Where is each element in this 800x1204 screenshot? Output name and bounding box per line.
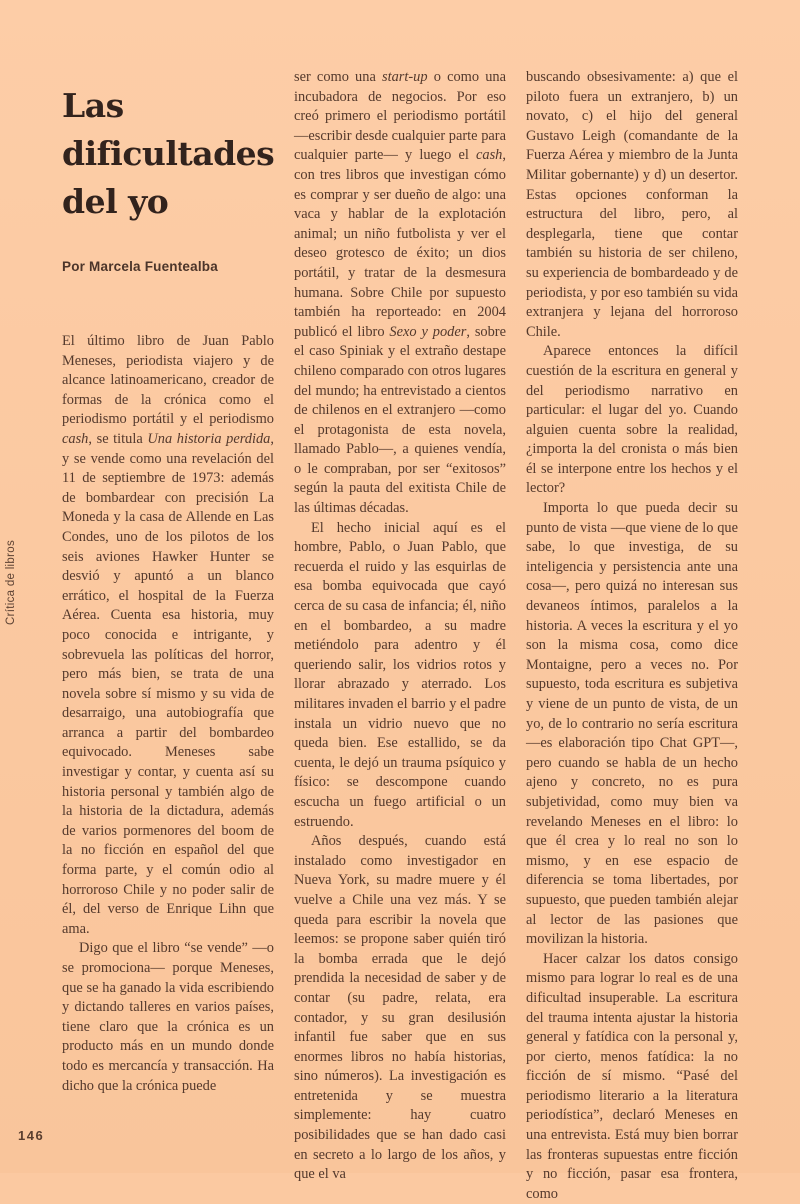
paragraph: Digo que el libro “se vende” —o se promociona— porque Meneses, que se ha ganado la vida escribiendo y dictando talleres en varios países, tiene claro que la crónica es un producto más en un mundo donde todo es mercancía y transacción. Ha dicho que la crónica puede — [62, 940, 274, 1094]
column-1 — [62, 0, 274, 1204]
column-2 — [294, 0, 506, 1204]
column-3 — [526, 0, 738, 1204]
page-number: 146 — [18, 1128, 45, 1143]
paragraph: El hecho inicial aquí es el hombre, Pablo, o Juan Pablo, que recuerda el ruido y las esquirlas de esa bomba equivocada que cayó cerca de su casa de infancia; él, niño en el bombardeo, a su madre metiéndolo para adentro y él queriendo salir, los vidrios rotos y llorar abrazado y aterrado. Los militares invaden el barrio y el padre instala un vidrio nuevo que no queda bien. Ese estallido, se da cuenta, le dejó un trauma psíquico y físico: se descompone cuando escucha un fuego artificial o un estruendo. — [294, 519, 506, 830]
paragraph: Aparece entonces la difícil cuestión de la escritura en general y del periodismo narrativo en particular: el lugar del yo. Cuando alguien cuenta sobre la realidad, ¿importa la del cronista o más bien él se interpone entre los hechos y el lector? — [526, 343, 738, 497]
paragraph: Importa lo que pueda decir su punto de vista —que viene de lo que sabe, lo que investiga, de su inteligencia y persistencia ante una cosa—, pero quizá no interesan sus devaneos íntimos, paralelos a la historia. A veces la escritura y el yo son la misma cosa, como dice Montaigne, pero a veces no. Por supuesto, toda escritura es subjetiva y viene de un punto de vista, de un yo, de lo contrario no sería escritura —es elaboración tipo Chat GPT—, pero cuando se habla de un hecho ajeno y concreto, no es pura subjetividad, como muy bien va revelando Meneses en el libro: lo que él crea y lo real no son lo mismo, y en ese espacio de diferencia se toma libertades, por supuesto, que pueden también alejar al lector de las pasiones que movilizan la historia. — [526, 500, 738, 948]
section-label-vertical: Crítica de libros — [5, 540, 17, 625]
paragraph: Años después, cuando está instalado como investigador en Nueva York, su madre muere y él vuelve a Chile una vez más. Y se queda para escribir la novela que leemos: se propone saber quién tiró la bomba errada que le dejó prendida la necesidad de saber y de contar (su padre, relata, era contador, y su gran desilusión infantil fue saber que en sus enormes libros no había historias, sino números). La investigación es entretenida y se muestra simplemente: hay cuatro posibilidades que se han dado casi en secreto a lo largo de los años, y que el va — [294, 833, 506, 1183]
paragraph: El último libro de Juan Pablo Meneses, periodista viajero y de alcance latinoamericano, creador de formas de la crónica como el periodismo portátil y el periodismo cash, se titula Una historia perdida, y se vende como una revelación del 11 de septiembre de 1973: además de bombardear con precisión La Moneda y la casa de Allende en Las Condes, uno de los pilotos de los seis aviones Hawker Hunter se desvió y apuntó a un blanco errático, el hospital de la Fuerza Aérea. Cuenta esa historia, muy poco conocida e intrigante, y sobrevuela las políticas del horror, pero más bien, se trata de una novela sobre sí mismo y su vida de desarraigo, una autobiografía que arranca a partir del bombardeo equivocado. Meneses sabe investigar y contar, y cuenta así su historia personal y también algo de la historia de la dictadura, además de varios pormenores del boom de la no ficción en español del que forma parte, y el común odio al horroroso Chile y no poder salir de él, del verso de Enrique Lihn que ama. — [62, 333, 274, 937]
column-3-text — [526, 68, 738, 1204]
paragraph: buscando obsesivamente: a) que el piloto fuera un extranjero, b) un novato, c) el hijo del general Gustavo Leigh (comandante de la Fuerza Aérea y miembro de la Junta Militar gobernante) y d) un desertor. Estas opciones conforman la estructura del libro, pero, al desplegarla, tiene que contar también su historia de ser chileno, su experiencia de bombardeado y de periodista, y por eso también su vida extranjera y lejana del horroroso Chile. — [526, 69, 738, 340]
column-1-text — [62, 332, 274, 1096]
article-columns — [62, 0, 738, 1204]
paragraph: Hacer calzar los datos consigo mismo para lograr lo real es de una dificultad insuperable. La escritura del trauma intenta ajustar la historia general y fatídica con la personal y, por cierto, menos fatídica: la no ficción de sí mismo. “Pasé del periodismo literario a la literatura periodística”, declaró Meneses en una entrevista. Está muy bien borrar las fronteras supuestas entre ficción y no ficción, pasar esa frontera, como — [526, 950, 738, 1202]
article-byline: Por Marcela Fuentealba — [62, 259, 218, 274]
article-title: Las dificultades del yo — [62, 86, 275, 221]
column-2-text — [294, 68, 506, 1185]
paragraph: ser como una start-up o como una incubadora de negocios. Por eso creó primero el periodismo portátil —escribir desde cualquier parte para cualquier parte— y luego el cash, con tres libros que investigan cómo es comprar y ser dueño de algo: una vaca y hablar de la explotación animal; un niño futbolista y ver el deseo grotesco de éxito; un dios portátil, y tratar de la desmesura humana. Sobre Chile por supuesto también ha reporteado: en 2004 publicó el libro Sexo y poder, sobre el caso Spiniak y el extraño destape chileno comparado con otros lugares del mundo; ha entrevistado a cientos de chilenos en el extranjero —como el protagonista de esta novela, llamado Pablo—, a quienes vendía, o le compraban, por ser “exitosos” según la pauta del exitista Chile de las últimas décadas. — [294, 69, 506, 517]
